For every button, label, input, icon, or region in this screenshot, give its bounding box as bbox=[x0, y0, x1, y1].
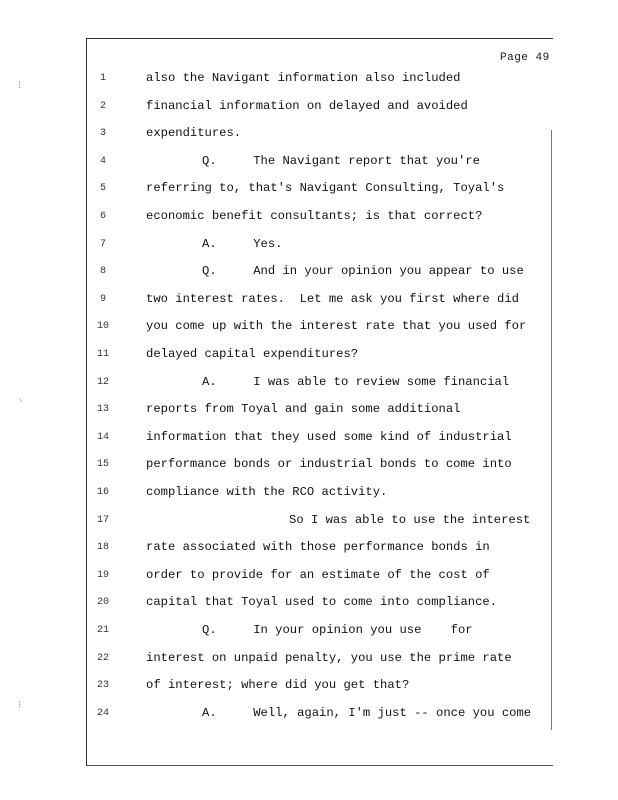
line-text: order to provide for an estimate of the cost of bbox=[146, 567, 490, 582]
transcript-line bbox=[0, 622, 618, 642]
transcript-line bbox=[0, 484, 618, 504]
line-text: delayed capital expenditures? bbox=[146, 347, 359, 361]
transcript-line bbox=[0, 429, 618, 449]
line-text: economic benefit consultants; is that correct? bbox=[146, 209, 483, 223]
line-text: A. Well, again, I'm just -- once you come bbox=[202, 705, 532, 720]
line-number: 18 bbox=[96, 542, 109, 554]
line-text: performance bonds or industrial bonds to come into bbox=[146, 457, 512, 472]
line-number: 14 bbox=[96, 431, 109, 443]
transcript-line bbox=[0, 318, 618, 338]
line-text: information that they used some kind of industrial bbox=[146, 429, 512, 444]
line-number: 3 bbox=[99, 128, 106, 140]
line-number: 1 bbox=[99, 73, 106, 84]
line-number: 15 bbox=[96, 459, 109, 471]
line-number: 12 bbox=[96, 376, 109, 388]
page-number: Page 49 bbox=[500, 52, 550, 64]
line-number: 8 bbox=[99, 266, 106, 278]
line-text: financial information on delayed and avoided bbox=[146, 98, 468, 113]
line-number: 2 bbox=[99, 100, 106, 112]
line-text: Q. And in your opinion you appear to use bbox=[202, 264, 524, 279]
line-text: also the Navigant information also included bbox=[146, 71, 461, 85]
transcript-line bbox=[0, 539, 618, 559]
scan-speck: ⸜ bbox=[18, 394, 23, 405]
line-text: So I was able to use the interest bbox=[289, 512, 531, 527]
line-number: 11 bbox=[96, 349, 109, 360]
transcript-line bbox=[0, 512, 618, 532]
line-number: 24 bbox=[96, 707, 109, 719]
line-text: Q. The Navigant report that you're bbox=[202, 153, 480, 168]
transcript-line bbox=[0, 567, 618, 587]
line-number: 17 bbox=[96, 514, 109, 526]
transcript-line bbox=[0, 594, 618, 614]
transcript-line bbox=[0, 346, 618, 366]
transcript-line bbox=[0, 456, 618, 476]
line-number: 20 bbox=[96, 597, 109, 609]
transcript-line bbox=[0, 70, 618, 90]
line-text: of interest; where did you get that? bbox=[146, 678, 410, 693]
transcript-line bbox=[0, 677, 618, 697]
line-text: A. Yes. bbox=[202, 236, 283, 251]
transcript-line bbox=[0, 705, 618, 725]
line-number: 16 bbox=[96, 487, 109, 498]
line-number: 13 bbox=[96, 404, 109, 416]
line-text: two interest rates. Let me ask you first where did bbox=[146, 291, 519, 306]
line-text: expenditures. bbox=[146, 126, 242, 141]
line-number: 21 bbox=[96, 625, 109, 636]
transcript-line bbox=[0, 208, 618, 228]
line-text: compliance with the RCO activity. bbox=[146, 485, 388, 499]
transcript-line bbox=[0, 650, 618, 670]
transcript-line bbox=[0, 263, 618, 283]
line-number: 5 bbox=[99, 183, 106, 195]
scan-speck: ⁝ bbox=[18, 701, 22, 712]
transcript-line bbox=[0, 401, 618, 421]
line-text: Q. In your opinion you use for bbox=[202, 623, 473, 637]
line-text: A. I was able to review some financial bbox=[202, 374, 510, 389]
transcript-line bbox=[0, 291, 618, 311]
transcript-line bbox=[0, 125, 618, 145]
transcript-line bbox=[0, 374, 618, 394]
line-text: you come up with the interest rate that you used for bbox=[146, 319, 527, 334]
line-text: interest on unpaid penalty, you use the prime rate bbox=[146, 650, 512, 665]
line-text: referring to, that's Navigant Consulting, Toyal's bbox=[146, 181, 505, 196]
transcript-line bbox=[0, 236, 618, 256]
line-number: 22 bbox=[96, 652, 109, 664]
line-number: 6 bbox=[99, 211, 106, 222]
transcript-line bbox=[0, 153, 618, 173]
transcript-line bbox=[0, 180, 618, 200]
line-number: 23 bbox=[96, 680, 109, 692]
line-text: reports from Toyal and gain some additional bbox=[146, 402, 461, 417]
transcript-line bbox=[0, 98, 618, 118]
line-number: 19 bbox=[96, 569, 109, 581]
line-number: 9 bbox=[99, 293, 106, 305]
line-number: 7 bbox=[99, 238, 106, 250]
line-number: 10 bbox=[96, 321, 109, 333]
scan-speck: ⁝ bbox=[18, 81, 22, 92]
line-text: rate associated with those performance bonds in bbox=[146, 540, 490, 555]
line-text: capital that Toyal used to come into compliance. bbox=[146, 595, 498, 610]
line-number: 4 bbox=[99, 155, 106, 167]
